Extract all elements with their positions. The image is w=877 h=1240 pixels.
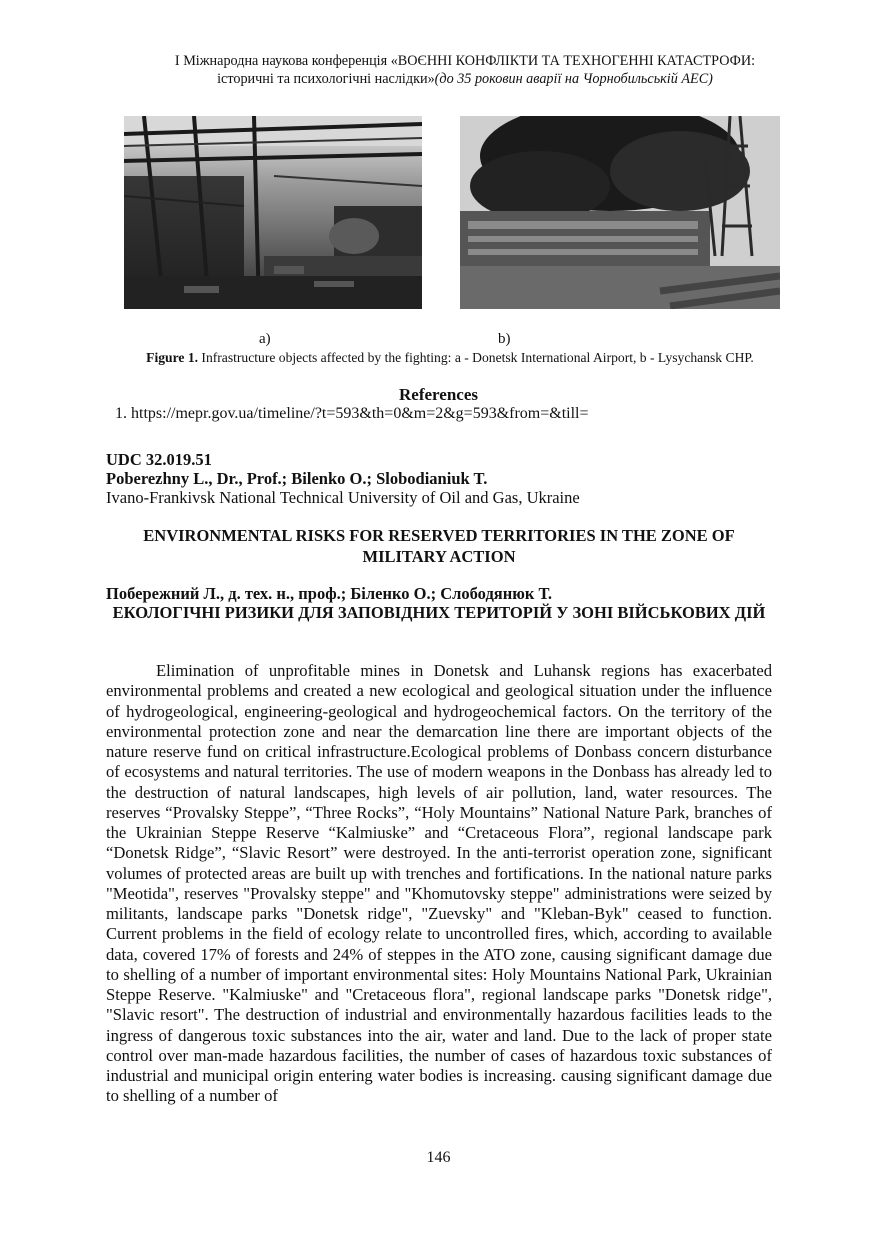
subfigure-label-a: a) [259,331,271,347]
article-title-ua: ЕКОЛОГІЧНІ РИЗИКИ ДЛЯ ЗАПОВІДНИХ ТЕРИТОРІЙ У ЗОНІ ВІЙСЬКОВИХ ДІЙ [112,603,766,622]
caption-text: Infrastructure objects affected by the fighting: a - Donetsk International Airport, b - Lysychansk CHP. [198,350,754,365]
affiliation: Ivano-Frankivsk National Technical University of Oil and Gas, Ukraine [106,488,580,507]
caption-label: Figure 1. [146,350,199,365]
subfigure-label-b: b) [498,331,511,347]
page-number: 146 [426,1149,451,1166]
article-body-paragraph: Elimination of unprofitable mines in Donetsk and Luhansk regions has exacerbated environmental problems and created a new ecological and geological situation under the influence of hydrogeological, engineering-geological and hydrogeochemical factors. On the territory of the environmental protection zone and near the demarcation line there are important objects of the nature reserve fund on critical infrastructure.Ecological problems of Donbass concern disturbance of ecosystems and natural territories. The use of modern weapons in the Donbass has already led to the destruction of natural landscapes, high levels of air pollution, land, water resources. The reserves “Provalsky Steppe”, “Three Rocks”, “Holy Mountains” National Nature Park, branches of the Ukrainian Steppe Reserve “Kalmiuske” and “Cretaceous Flora”, regional landscape park “Donetsk Ridge”, “Slavic Resort” were destroyed. In the anti-terrorist operation zone, significant volumes of protected areas are built up with trenches and fortifications. In the national nature parks "Meotida", reserves "Provalsky steppe" and "Khomutovsky steppe" administrations were seized by militants, landscape parks "Donetsk ridge", "Zuevsky" and "Kleban-Byk" ceased to function. Current problems in the field of ecology relate to uncontrolled fires, which, according to available data, covered 17% of forests and 24% of steppes in the ATO zone, causing significant damage due to shelling of a number of important environmental sites: Holy Mountains National Park, Ukrainian Steppe Reserve. "Kalmiuske" and "Cretaceous flora", regional landscape parks "Donetsk ridge", "Slavic resort". The destruction of industrial and environmentally hazardous facilities leads to the ingress of dangerous toxic substances into the air, water and land. Due to the lack of proper state control over man-made hazardous facilities, the number of cases of hazardous toxic substances of industrial and municipal origin entering water bodies is increasing. causing significant damage due to shelling of a number of [106,661,772,1106]
figure-caption [110,350,790,366]
authors-en: Poberezhny L., Dr., Prof.; Bilenko O.; Slobodianiuk T. [106,469,488,488]
header-line-2-italic: (до 35 роковин аварії на Чорнобильській АЕС) [434,71,713,87]
udc-code: UDC 32.019.51 [106,450,212,469]
destroyed-airport-image [124,116,422,309]
burning-chp-image [460,116,780,309]
header-line-2 [150,70,780,88]
references-heading: References [399,385,478,404]
authors-ua: Побережний Л., д. тех. н., проф.; Біленко О.; Слободянюк Т. [106,584,552,603]
article-title-en: ENVIRONMENTAL RISKS FOR RESERVED TERRITORIES IN THE ZONE OF MILITARY ACTION [143,526,735,566]
figure-photo-chp [460,116,780,309]
conference-header [150,52,780,88]
header-line-1: І Міжнародна наукова конференція «ВОЄННІ КОНФЛІКТИ ТА ТЕХНОГЕННІ КАТАСТРОФИ: [174,53,756,69]
header-line-2-plain: історичні та психологічні наслідки» [217,71,435,87]
figure-photo-airport [124,116,422,309]
reference-item: 1. https://mepr.gov.ua/timeline/?t=593&th=0&m=2&g=593&from=&till= [115,405,589,422]
